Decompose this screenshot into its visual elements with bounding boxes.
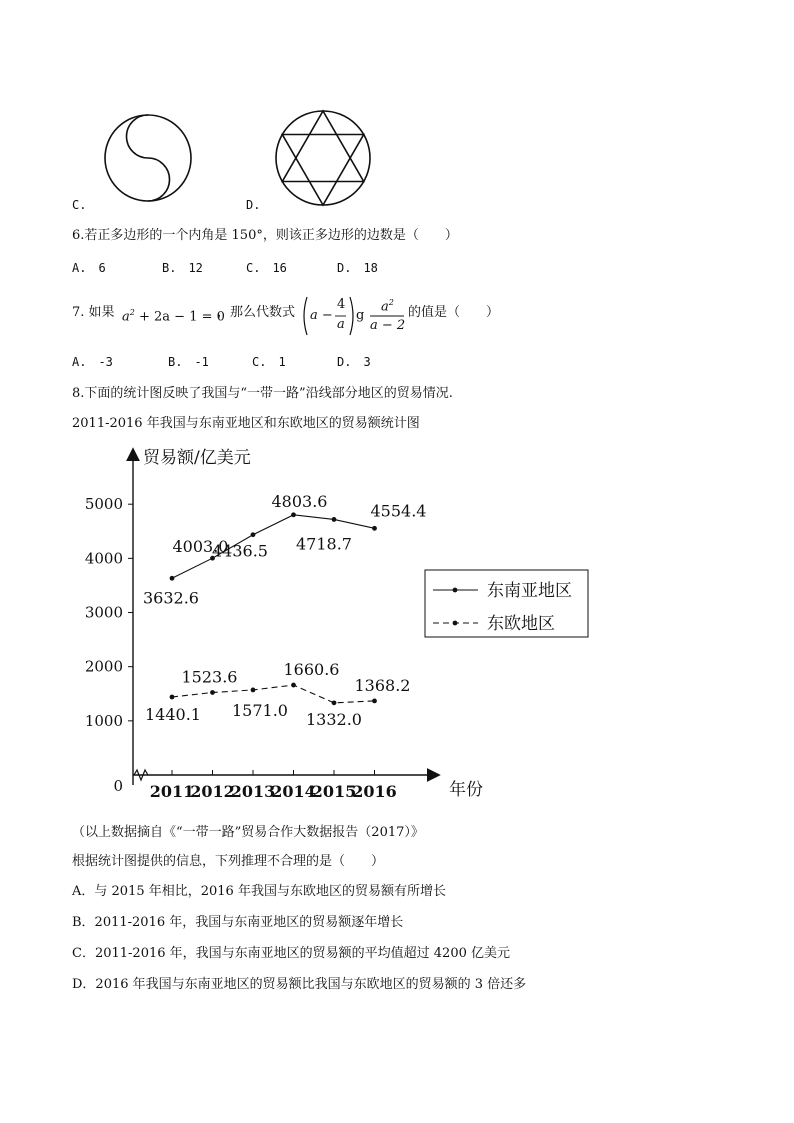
q7-suffix: 的值是（ ） bbox=[408, 305, 500, 320]
x-axis-title: 年份 bbox=[449, 780, 483, 800]
data-label: 1332.0 bbox=[306, 709, 362, 729]
x-tick-label: 2013 bbox=[230, 782, 276, 801]
data-label: 1368.2 bbox=[354, 675, 411, 695]
data-label: 4554.4 bbox=[370, 501, 427, 521]
y-tick-label: 3000 bbox=[84, 603, 123, 622]
figure-d-star-of-david bbox=[270, 105, 376, 211]
data-label: 4436.5 bbox=[212, 541, 268, 561]
q7-frac2-num: $a^2$ bbox=[381, 298, 394, 315]
chart-source: （以上数据摘自《“一带一路”贸易合作大数据报告（2017）》 bbox=[72, 825, 424, 840]
data-label: 4718.7 bbox=[296, 534, 352, 554]
y-tick-label: 1000 bbox=[84, 711, 123, 730]
q8-question: 根据统计图提供的信息，下列推理不合理的是（ ） bbox=[72, 854, 385, 869]
data-point bbox=[291, 512, 296, 517]
q8-option-b: B．2011-2016 年，我国与东南亚地区的贸易额逐年增长 bbox=[72, 915, 404, 930]
data-point bbox=[332, 700, 337, 705]
figure-c-taiji bbox=[100, 110, 196, 206]
figure-c-label: C. bbox=[72, 198, 87, 212]
x-tick-label: 2016 bbox=[352, 782, 397, 801]
q6-option-a: A. 6 bbox=[72, 261, 106, 275]
legend-label: 东欧地区 bbox=[487, 614, 555, 634]
legend-marker bbox=[453, 621, 458, 626]
y-tick-label: 4000 bbox=[84, 549, 123, 568]
data-point bbox=[251, 688, 256, 693]
legend-label: 东南亚地区 bbox=[487, 581, 572, 601]
q6-stem: 6.若正多边形的一个内角是 150°，则该正多边形的边数是（ ） bbox=[72, 228, 458, 243]
x-tick-label: 2012 bbox=[190, 782, 235, 801]
data-label: 1571.0 bbox=[232, 700, 288, 720]
q7-frac2-den: a − 2 bbox=[370, 318, 406, 333]
y-tick-label: 0 bbox=[113, 777, 123, 795]
y-axis-title: 贸易额/亿美元 bbox=[143, 448, 251, 468]
y-tick-label: 5000 bbox=[84, 495, 123, 514]
q8-stem: 8.下面的统计图反映了我国与“一带一路”沿线部分地区的贸易情况. bbox=[72, 386, 453, 401]
q7-a-minus: a − bbox=[310, 308, 333, 323]
data-point bbox=[210, 690, 215, 695]
x-tick-label: 2015 bbox=[311, 782, 357, 801]
q7-prefix: 7. 如果 bbox=[72, 305, 115, 320]
q6-option-d: D. 18 bbox=[337, 261, 378, 275]
data-point bbox=[332, 517, 337, 522]
q6-option-b: B. 12 bbox=[162, 261, 203, 275]
y-tick-label: 2000 bbox=[84, 657, 123, 676]
data-point bbox=[170, 695, 175, 700]
q7-mid: ，那么代数式 bbox=[217, 305, 296, 320]
q7-frac1-den: a bbox=[337, 317, 345, 332]
data-point bbox=[170, 576, 175, 581]
q8-option-c: C．2011-2016 年，我国与东南亚地区的贸易额的平均值超过 4200 亿美元 bbox=[72, 946, 510, 961]
q7-condition: $a^2 + 2a - 1 = 0$ bbox=[122, 308, 225, 325]
q7-stem bbox=[72, 294, 512, 338]
data-point bbox=[372, 526, 377, 531]
data-label: 1440.1 bbox=[145, 705, 201, 725]
chart-caption: 2011-2016 年我国与东南亚地区和东欧地区的贸易额统计图 bbox=[72, 416, 420, 431]
q7-option-d: D. 3 bbox=[337, 355, 371, 369]
figure-d-label: D. bbox=[246, 198, 261, 212]
data-label: 3632.6 bbox=[143, 588, 199, 608]
data-label: 4803.6 bbox=[271, 491, 328, 511]
q7-option-c: C. 1 bbox=[252, 355, 286, 369]
data-label: 1660.6 bbox=[283, 660, 340, 680]
q8-option-d: D．2016 年我国与东南亚地区的贸易额比我国与东欧地区的贸易额的 3 倍还多 bbox=[72, 977, 527, 992]
trade-line-chart bbox=[60, 440, 620, 820]
data-point bbox=[291, 683, 296, 688]
data-point bbox=[251, 532, 256, 537]
data-point bbox=[372, 698, 377, 703]
legend-marker bbox=[453, 588, 458, 593]
q8-option-a: A．与 2015 年相比，2016 年我国与东欧地区的贸易额有所增长 bbox=[72, 884, 446, 899]
q7-option-b: B. -1 bbox=[168, 355, 209, 369]
q7-frac1-num: 4 bbox=[337, 297, 346, 312]
x-tick-label: 2011 bbox=[149, 782, 195, 801]
q7-dot: g bbox=[356, 308, 365, 323]
q6-option-c: C. 16 bbox=[246, 261, 287, 275]
data-label: 1523.6 bbox=[181, 667, 238, 687]
x-tick-label: 2014 bbox=[271, 782, 316, 801]
q7-option-a: A. -3 bbox=[72, 355, 113, 369]
data-label: 4003.0 bbox=[172, 537, 229, 557]
